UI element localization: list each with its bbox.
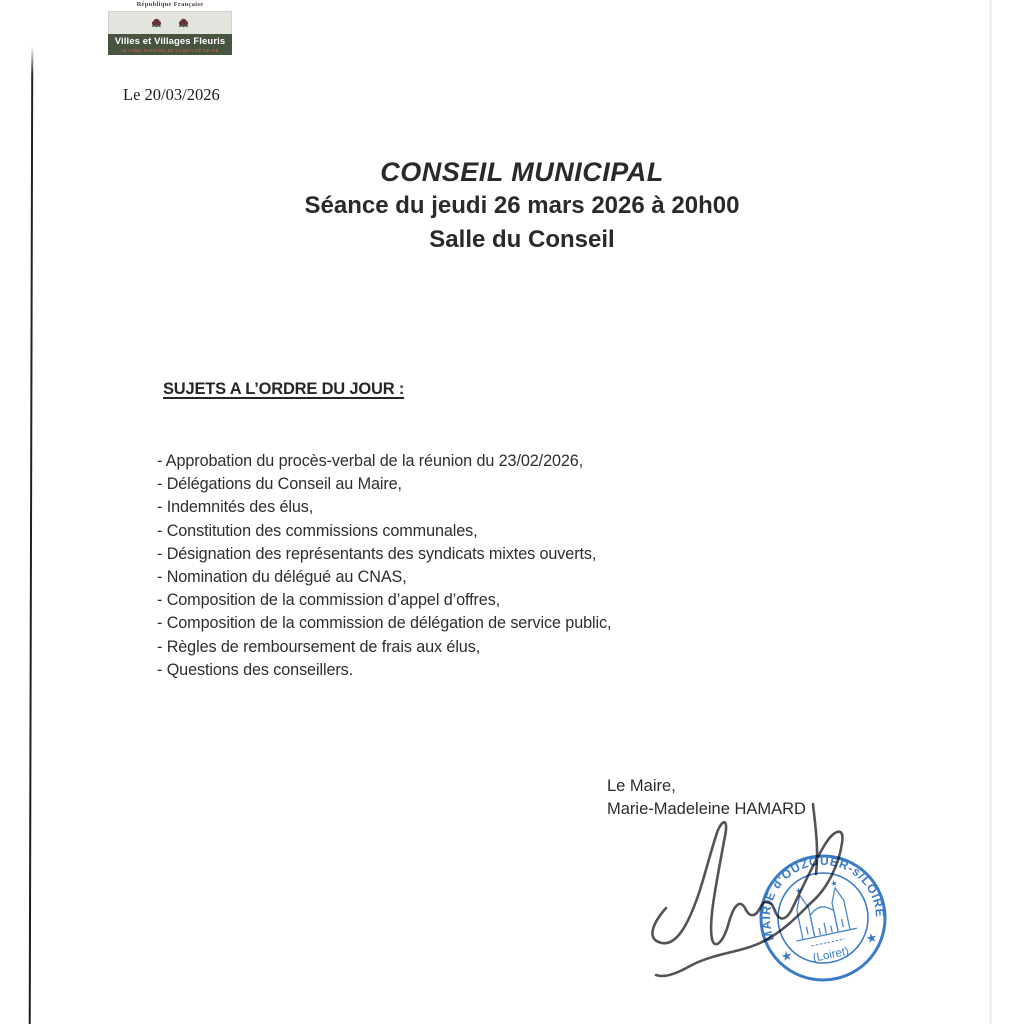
- date-line: Le 20/03/2026: [123, 85, 220, 104]
- main-title: CONSEIL MUNICIPAL: [380, 157, 664, 187]
- agenda-item: - Approbation du procès-verbal de la réunion du 23/02/2026,: [157, 452, 584, 470]
- agenda-item: - Règles de remboursement de frais aux élus,: [157, 637, 481, 656]
- star-icon: ★: [864, 929, 879, 947]
- agenda-item: - Désignation des représentants des syndicats mixtes ouverts,: [157, 544, 597, 563]
- agenda-item: - Composition de la commission de délégation de service public,: [157, 614, 612, 633]
- logo-band: [108, 34, 232, 55]
- logo-band-subtitle: LE LABEL NATIONAL DE LA QUALITÉ DE VIE: [121, 48, 219, 53]
- signature: [628, 790, 928, 1005]
- stamp-department-text: (Loiret): [811, 945, 850, 965]
- agenda-item: - Composition de la commission d’appel d’offres,: [157, 591, 501, 610]
- closing-role: Le Maire,: [607, 777, 676, 795]
- session-location: Salle du Conseil: [429, 226, 615, 253]
- scan-edge-shadow: [989, 0, 992, 1024]
- session-datetime: Séance du jeudi 26 mars 2026 à 20h00: [304, 192, 740, 219]
- agenda-list: [157, 450, 717, 682]
- rose-icon: [149, 17, 164, 30]
- label-logo: [108, 1, 232, 55]
- logo-band-title: Villes et Villages Fleuris: [114, 36, 226, 47]
- rose-icon: [176, 17, 191, 30]
- agenda-heading: SUJETS A L’ORDRE DU JOUR :: [163, 380, 405, 398]
- agenda-item: - Indemnités des élus,: [157, 498, 314, 517]
- republique-francaise-text: République Française: [136, 1, 204, 8]
- agenda-item: - Nomination du délégué au CNAS,: [157, 568, 407, 587]
- logo-roses-panel: [108, 11, 232, 34]
- scan-artifact-line: [29, 46, 34, 1024]
- agenda-item: - Délégations du Conseil au Maire,: [157, 475, 402, 494]
- agenda-item: - Constitution des commissions communales,: [157, 521, 478, 540]
- stamp-ring-text: MAIRIE d'OUZOUER-s/LOIRE: [758, 853, 888, 943]
- svg-text:★: ★: [794, 885, 804, 897]
- agenda-item: - Questions des conseillers.: [157, 660, 354, 679]
- svg-text:★: ★: [829, 878, 839, 889]
- title-block: [212, 155, 832, 257]
- star-icon: ★: [779, 947, 794, 965]
- closing-name: Marie-Madeleine HAMARD: [607, 800, 806, 818]
